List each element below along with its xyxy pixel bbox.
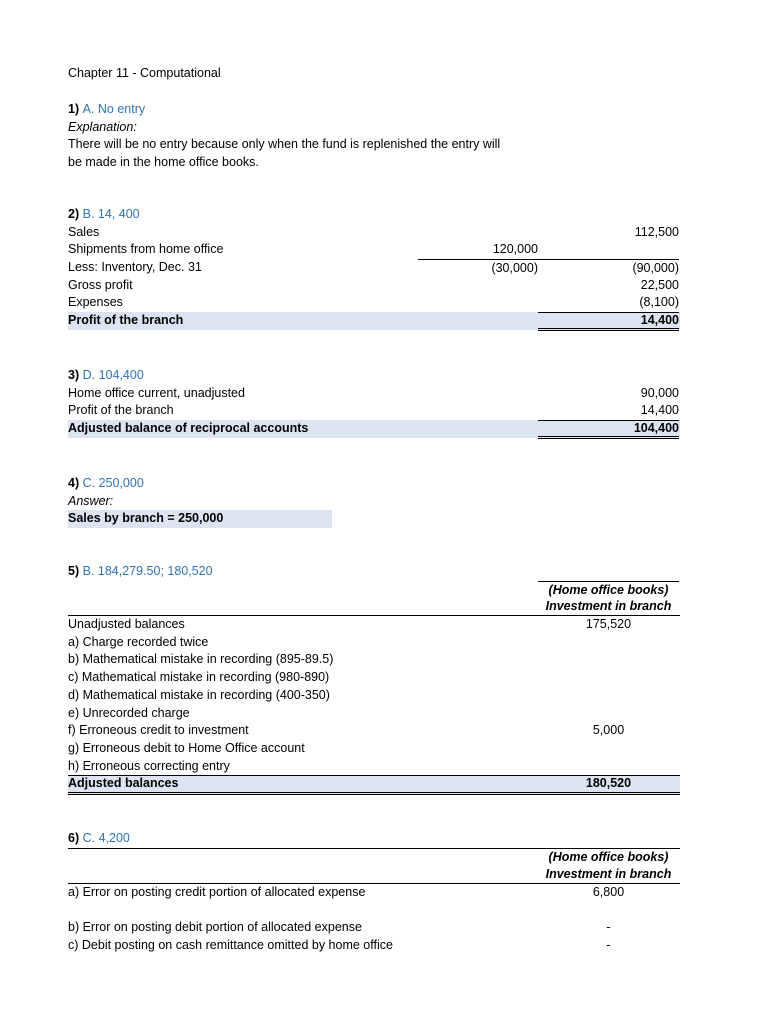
q2-row-label: Gross profit — [68, 277, 133, 292]
q3-row-home-office-current — [68, 385, 680, 403]
q2-row-mid-value: (30,000) — [418, 259, 538, 277]
q2-row-profit-total — [68, 312, 680, 330]
q3-row-value: 104,400 — [538, 420, 679, 439]
q5-row-label: b) Mathematical mistake in recording (895-89.5) — [68, 652, 334, 667]
q2-row-label: Less: Inventory, Dec. 31 — [68, 260, 202, 275]
q5-row-label: a) Charge recorded twice — [68, 634, 209, 649]
question-5 — [68, 563, 680, 795]
q6-row-label: c) Debit posting on cash remittance omitted by home office — [68, 938, 393, 953]
q2-row-label: Shipments from home office — [68, 242, 224, 257]
q1-text-line1: There will be no entry because only when the fund is replenished the entry will — [68, 137, 501, 152]
q6-row-value: - — [606, 938, 611, 953]
q5-row — [68, 616, 680, 634]
q5-row-label: e) Unrecorded charge — [68, 705, 190, 720]
q2-row-gross-profit — [68, 277, 680, 295]
q5-row-label: d) Mathematical mistake in recording (400-350) — [68, 687, 330, 702]
question-1 — [68, 101, 680, 172]
q5-row-label: h) Erroneous correcting entry — [68, 758, 230, 773]
q5-row — [68, 705, 680, 723]
q4-answer: C. 250,000 — [82, 476, 144, 490]
q3-row-profit — [68, 402, 680, 420]
question-3 — [68, 367, 680, 438]
q2-row-mid-value: 120,000 — [492, 242, 538, 257]
question-6 — [68, 830, 680, 955]
q2-row-value: 22,500 — [640, 277, 679, 292]
q2-row-value: 112,500 — [634, 224, 679, 239]
q6-row-value: 6,800 — [592, 885, 625, 900]
q2-row-label: Sales — [68, 224, 100, 239]
chapter-title: Chapter 11 - Computational — [68, 66, 221, 80]
q5-row-label: f) Erroneous credit to investment — [68, 723, 249, 738]
q5-row — [68, 740, 680, 758]
q5-header-line1: (Home office books) — [538, 581, 679, 599]
q1-answer: A. No entry — [82, 102, 146, 116]
q2-row-inventory — [68, 259, 680, 277]
q2-row-expenses — [68, 294, 680, 312]
q6-row-label: a) Error on posting credit portion of allocated expense — [68, 885, 366, 900]
q6-row-blank — [68, 902, 680, 920]
chapter-section — [68, 65, 680, 83]
q3-row-value: 90,000 — [640, 385, 679, 400]
q6-number: 6) — [68, 831, 80, 845]
q5-row — [68, 669, 680, 687]
q5-row — [68, 634, 680, 652]
q5-row-label: g) Erroneous debit to Home Office account — [68, 740, 305, 755]
q2-row-value: 14,400 — [538, 312, 679, 331]
q5-row-label: c) Mathematical mistake in recording (980-890) — [68, 670, 330, 685]
q4-answer-label: Answer: — [68, 493, 114, 508]
q5-answer: B. 184,279.50; 180,520 — [82, 564, 213, 578]
q5-row-value: 175,520 — [585, 617, 632, 632]
q2-row-sales — [68, 224, 680, 242]
q5-row-value: 180,520 — [585, 776, 632, 791]
q5-row — [68, 651, 680, 669]
q6-row — [68, 919, 680, 937]
q1-explanation-label: Explanation: — [68, 119, 137, 134]
q6-answer: C. 4,200 — [82, 831, 130, 845]
question-2 — [68, 206, 680, 330]
q2-row-value: (90,000) — [538, 259, 679, 277]
q5-row — [68, 687, 680, 705]
q5-number: 5) — [68, 564, 80, 578]
q3-answer: D. 104,400 — [82, 368, 144, 382]
q6-row-label: b) Error on posting debit portion of allocated expense — [68, 920, 362, 935]
q5-row-label: Adjusted balances — [68, 776, 179, 791]
q5-row — [68, 758, 680, 776]
q1-number: 1) — [68, 102, 80, 116]
question-4 — [68, 475, 680, 528]
q2-row-label: Expenses — [68, 295, 123, 310]
q3-row-value: 14,400 — [640, 403, 679, 418]
q2-row-label: Profit of the branch — [68, 313, 184, 328]
q6-header-line2: Investment in branch — [545, 867, 672, 882]
q3-row-label: Home office current, unadjusted — [68, 385, 245, 400]
q5-row — [68, 722, 680, 740]
q3-row-label: Adjusted balance of reciprocal accounts — [68, 421, 309, 436]
q2-number: 2) — [68, 207, 80, 221]
q3-number: 3) — [68, 368, 80, 382]
q3-row-label: Profit of the branch — [68, 403, 174, 418]
q6-row-value: - — [606, 920, 611, 935]
q3-row-adjusted-total — [68, 420, 680, 438]
q2-row-shipments — [68, 241, 680, 259]
q5-row-adjusted-total — [68, 775, 680, 795]
q2-row-value: (8,100) — [639, 295, 679, 310]
q6-row — [68, 937, 680, 955]
q4-answer-text: Sales by branch = 250,000 — [68, 510, 332, 528]
q4-number: 4) — [68, 476, 80, 490]
q5-header-line2: Investment in branch — [545, 599, 672, 614]
q2-answer: B. 14, 400 — [82, 207, 140, 221]
q5-row-value: 5,000 — [592, 723, 625, 738]
q5-row-label: Unadjusted balances — [68, 617, 185, 632]
q6-row — [68, 884, 680, 902]
q1-text-line2: be made in the home office books. — [68, 155, 259, 170]
q6-header-line1: (Home office books) — [548, 849, 669, 864]
